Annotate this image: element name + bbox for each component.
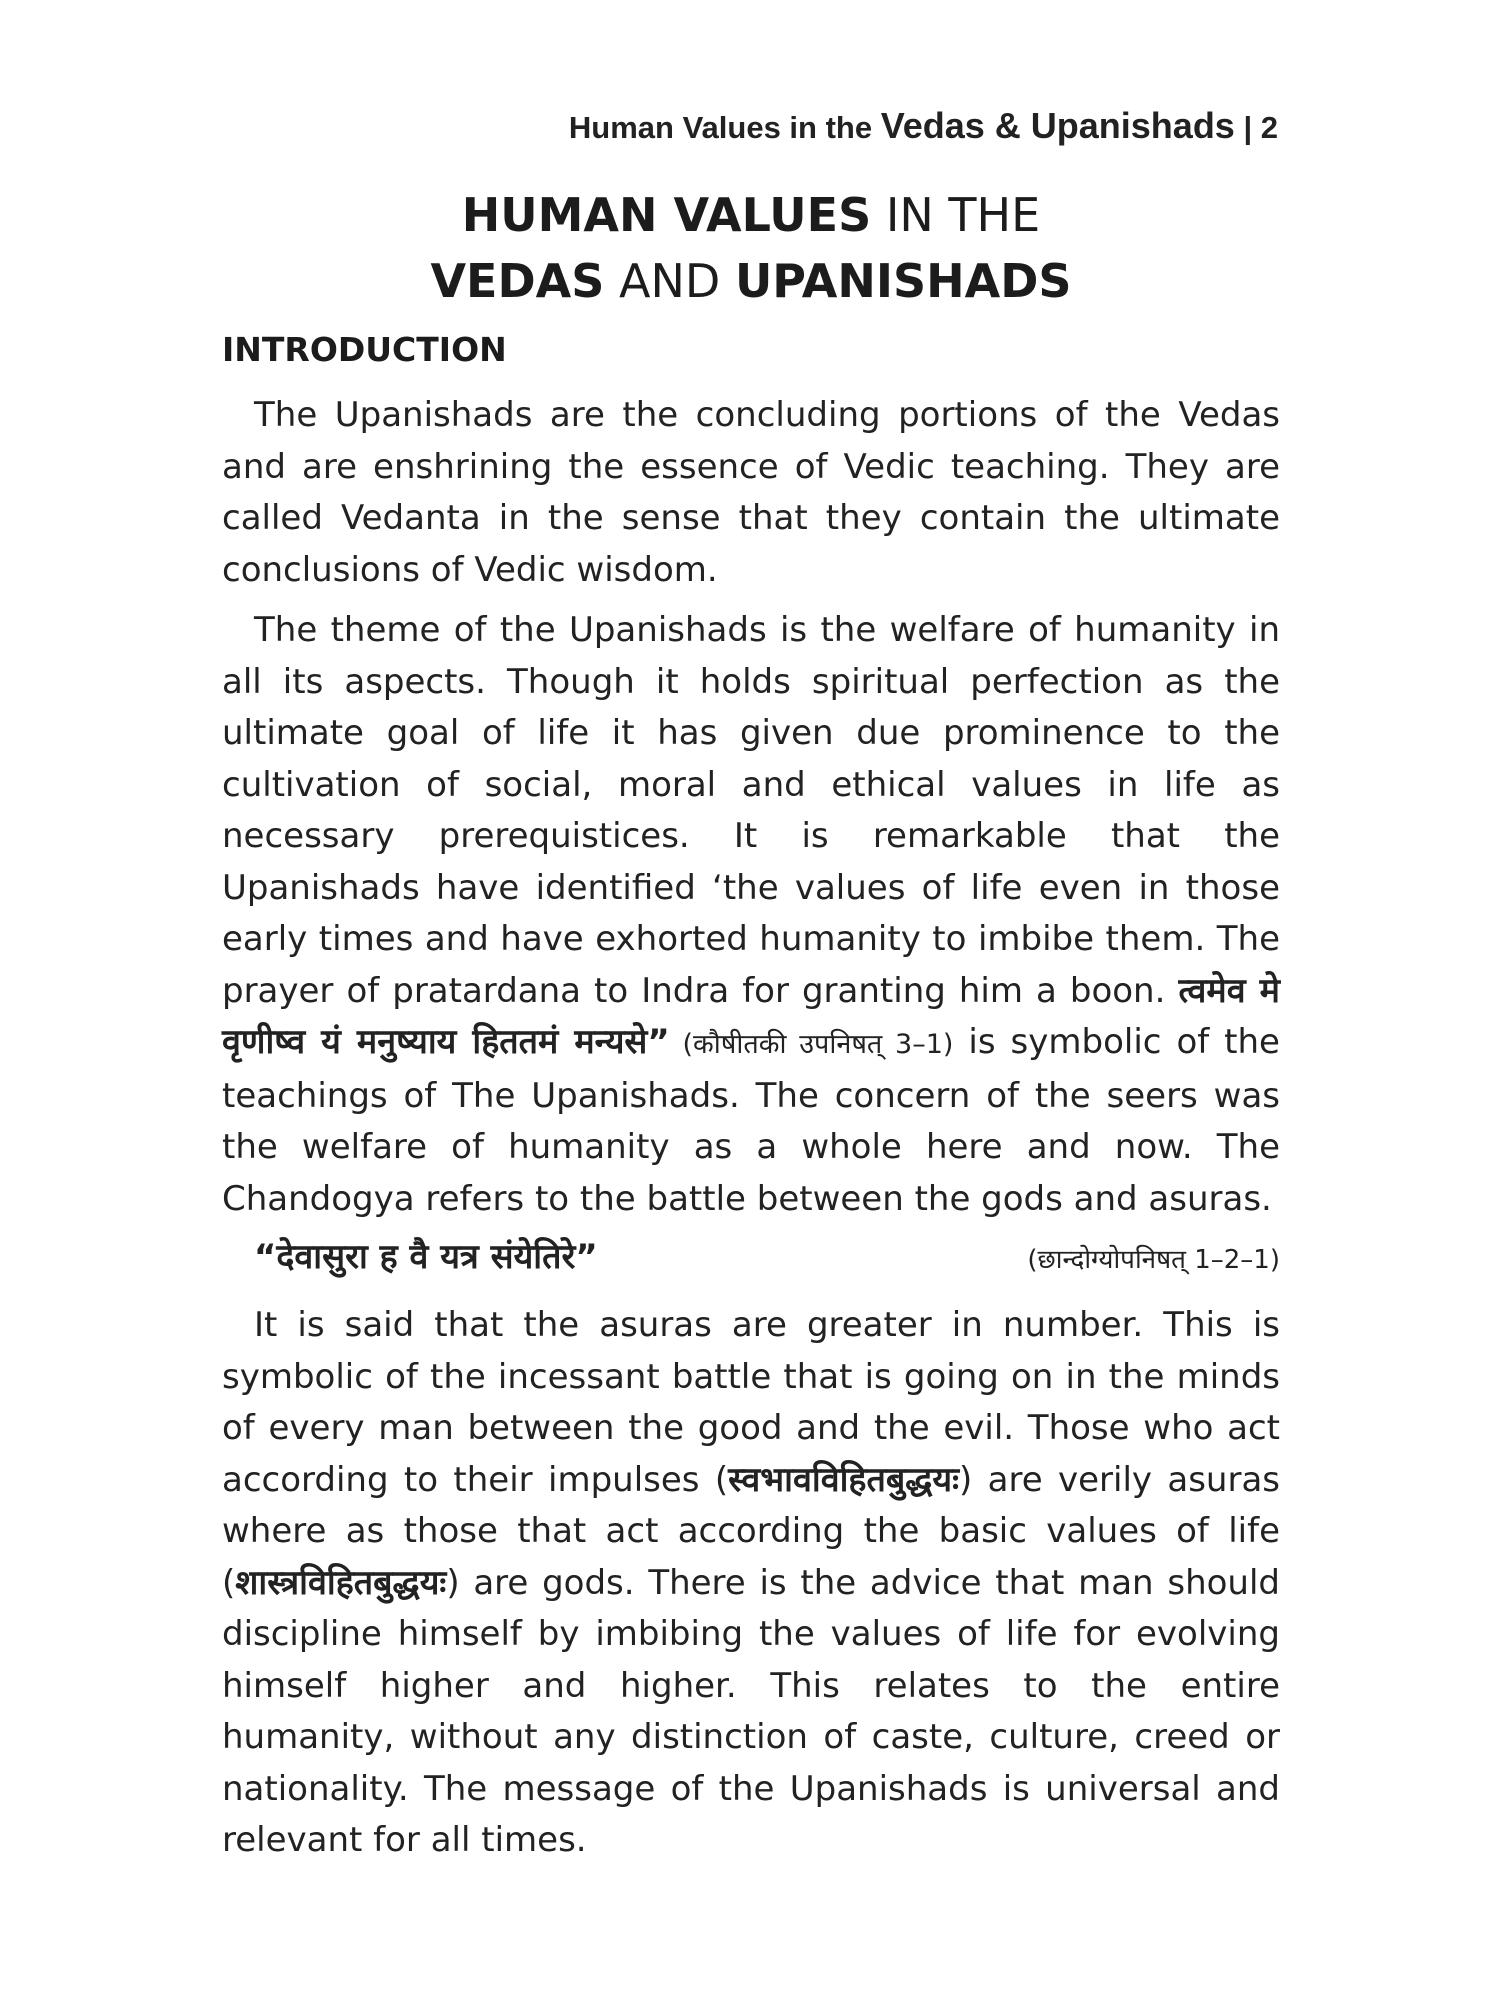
paragraph-1 [222, 390, 1280, 596]
paragraph-2-text [222, 605, 1280, 1225]
section-heading: INTRODUCTION [222, 330, 507, 369]
paragraph-3-text [222, 1300, 1280, 1867]
paragraph-3-part-b: ) are verily asuras where as those that act according the basic values of life ( [222, 1459, 1281, 1603]
citation-kaushitaki: (कौषीतकी उपनिषत् 3–1) [669, 1029, 954, 1060]
title-bold-upanishads: UPANISHADS [734, 254, 1072, 308]
paragraph-2-part-b: is symbolic of the teachings of The Upanishads. The concern of the seers was the welfare of humanity as a whole here and now. The Chandogya refers to the battle between the gods and asuras. [222, 1022, 1280, 1219]
running-head-title-part1: Human Values in the [568, 110, 881, 145]
title-in-the: IN THE [871, 188, 1041, 242]
page-number: 2 [1260, 110, 1278, 145]
sanskrit-term-svabhava: स्वभावविहितबुद्धयः [728, 1459, 960, 1500]
paragraph-3-part-a: It is said that the asuras are greater in number. This is symbolic of the incessant battle that is going on in the minds of every man between the good and the evil. Those who act according to their impulses ( [222, 1305, 1280, 1500]
title-bold-human-values: HUMAN VALUES [461, 188, 872, 242]
citation-chandogya: (छान्दोग्योपनिषत् 1–2–1) [1027, 1245, 1280, 1275]
chapter-title-line-2 [222, 248, 1280, 314]
paragraph-2 [222, 605, 1280, 1225]
title-and: AND [604, 254, 735, 308]
title-bold-vedas: VEDAS [430, 254, 605, 308]
sanskrit-prayer: त्वमेव मे वृणीष्व यं मनुष्याय हिततमं मन्यसे” [222, 970, 1280, 1062]
running-head-title-part2: Vedas & Upanishads [880, 105, 1235, 146]
paragraph-3 [222, 1300, 1280, 1867]
sanskrit-quote-line [254, 1232, 1280, 1278]
paragraph-3-part-c: ) are gods. There is the advice that man should discipline himself by imbibing the values of life for evolving himself higher and higher. This relates to the entire humanity, without any distinction of caste, culture, creed or nationality. The message of the Upanishads is universal and relevant for all times. [222, 1562, 1280, 1860]
running-head [569, 105, 1278, 147]
chapter-title-line-1 [222, 182, 1280, 248]
running-head-separator: | [1234, 110, 1261, 145]
sanskrit-term-shastra: शास्त्रविहितबुद्धयः [235, 1562, 447, 1603]
paragraph-2-part-a: The theme of the Upanishads is the welfare of humanity in all its aspects. Though it holds spiritual perfection as the ultimate goal of life it has given due prominence to the cultivation of social, moral and ethical values in life as necessary prerequistices. It is remarkable that the Upanishads have identified ‘the values of life even in those early times and have exhorted humanity to imbibe them. The prayer of pratardana to Indra for granting him a boon. [222, 610, 1280, 1011]
chapter-title [222, 182, 1280, 314]
sanskrit-quote: “देवासुरा ह वै यत्र संयेतिरे” [254, 1237, 598, 1277]
paragraph-1-text: The Upanishads are the concluding portions of the Vedas and are enshrining the essence of Vedic teaching. They are called Vedanta in the sense that they contain the ultimate conclusions of Vedic wisdom. [222, 395, 1280, 590]
